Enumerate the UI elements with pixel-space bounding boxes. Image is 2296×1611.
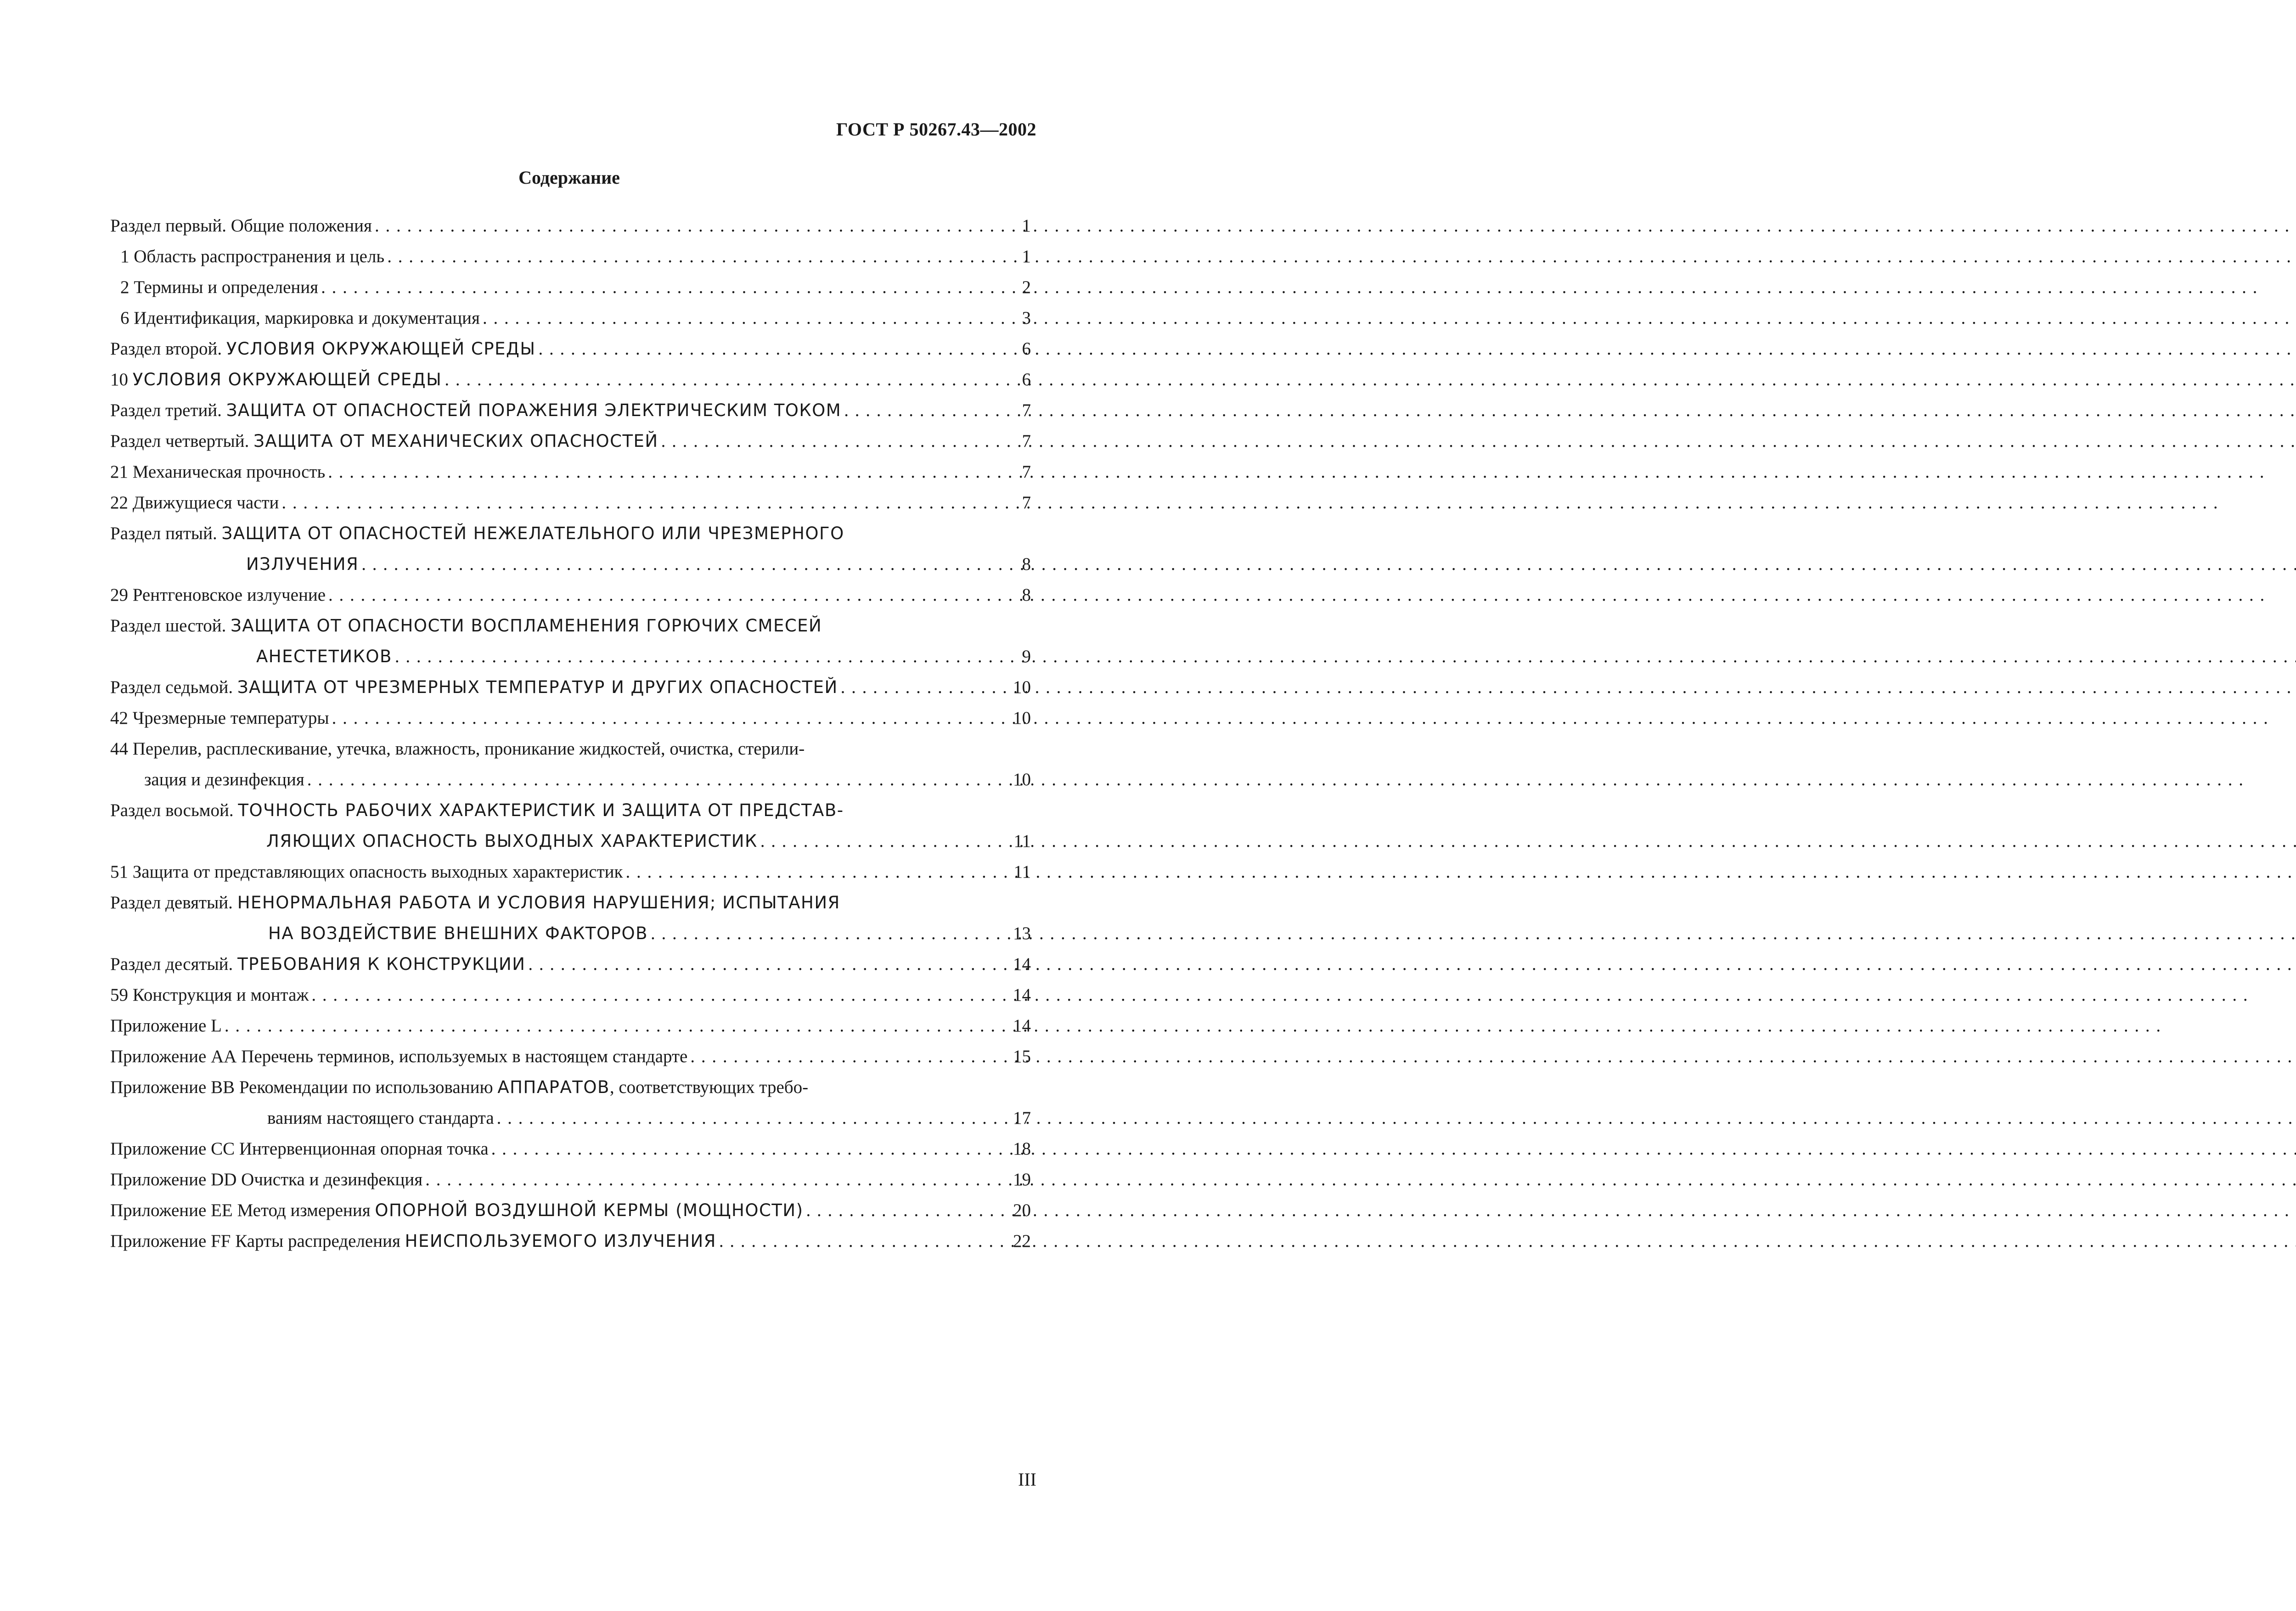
toc-entry[interactable] [110,795,1031,826]
toc-entry-title: 44 Перелив, расплескивание, утечка, влажность, проникание жидкостей, очистка, стерили- [110,739,805,759]
leader-dots [491,1133,1003,1164]
leader-dots [497,1103,1003,1133]
toc-entry-page: 6 [1022,339,1031,359]
toc-entry-continuation[interactable] [110,764,1031,795]
toc-entry-title: 22 Движущиеся части [110,493,279,513]
toc-entry-continuation[interactable] [110,1103,1031,1133]
leader-dots [445,364,1003,395]
toc-entry-continuation[interactable] [110,549,1031,580]
toc-entry-title: Приложение ЕЕ Метод измерения ОПОРНОЙ ВОЗДУШНОЙ КЕРМЫ (МОЩНОСТИ) [110,1200,804,1220]
toc-entry-title: Приложение ВВ Рекомендации по использованию АППАРАТОВ, соответствующих требо- [110,1077,809,1097]
toc-entry-page: 7 [1022,400,1031,420]
leader-dots [806,1195,1003,1226]
toc-entry-continuation[interactable] [110,641,1031,672]
toc-entry-title: Раздел третий. ЗАЩИТА ОТ ОПАСНОСТЕЙ ПОРАЖЕНИЯ ЭЛЕКТРИЧЕСКИМ ТОКОМ [110,400,842,420]
leader-dots [321,272,1003,303]
toc-entry[interactable] [110,364,1031,395]
toc-entry-page: 10 [1013,677,1031,697]
leader-dots [307,764,1003,795]
toc-entry-title: Раздел второй. УСЛОВИЯ ОКРУЖАЮЩЕЙ СРЕДЫ [110,339,536,359]
toc-entry-title: 2 Термины и определения [120,277,319,297]
toc-entry-title: 42 Чрезмерные температуры [110,708,329,728]
toc-entry-title: Раздел четвертый. ЗАЩИТА ОТ МЕХАНИЧЕСКИХ ОПАСНОСТЕЙ [110,431,658,451]
toc-entry-title: Раздел первый. Общие положения [110,216,372,236]
toc-entry[interactable] [110,1010,1031,1041]
toc-entry-page: 14 [1013,954,1031,974]
toc-entry-title: 10 УСЛОВИЯ ОКРУЖАЮЩЕЙ СРЕДЫ [110,370,442,389]
toc-entry-page: 18 [1013,1139,1031,1159]
toc-entry[interactable] [110,1195,1031,1226]
leader-dots [395,641,1003,672]
toc-entry-title: ваниям настоящего стандарта [267,1108,494,1128]
toc-entry-title: Приложение FF Карты распределения НЕИСПОЛЬЗУЕМОГО ИЗЛУЧЕНИЯ [110,1231,716,1251]
toc-entry[interactable] [110,333,1031,364]
toc-entry[interactable] [110,1072,1031,1103]
toc-entry[interactable] [110,733,1031,764]
leader-dots [225,1010,1003,1041]
leader-dots [311,980,1003,1010]
toc-entry-title: Раздел восьмой. ТОЧНОСТЬ РАБОЧИХ ХАРАКТЕРИСТИК И ЗАЩИТА ОТ ПРЕДСТАВ- [110,800,844,820]
leader-dots [528,949,1003,980]
toc-entry-page: 19 [1013,1170,1031,1189]
page-number: III [1018,1469,1036,1490]
toc-entry[interactable] [110,580,1031,610]
toc-entry[interactable] [110,456,1031,487]
toc-entry[interactable] [110,1133,1031,1164]
leader-dots [651,918,1003,949]
leader-dots [719,1226,1003,1256]
leader-dots [375,210,1003,241]
leader-dots [539,333,1003,364]
toc-entry-title: 59 Конструкция и монтаж [110,985,309,1005]
leader-dots [387,241,1003,272]
toc-entry-title: ЛЯЮЩИХ ОПАСНОСТЬ ВЫХОДНЫХ ХАРАКТЕРИСТИК [266,831,758,851]
toc-entry-title: зация и дезинфекция [144,770,304,789]
toc-entry[interactable] [110,980,1031,1010]
toc-entry-title: Раздел шестой. ЗАЩИТА ОТ ОПАСНОСТИ ВОСПЛАМЕНЕНИЯ ГОРЮЧИХ СМЕСЕЙ [110,616,822,636]
toc-entry-page: 8 [1022,585,1031,605]
toc-entry[interactable] [110,887,1031,918]
toc-entry-page: 3 [1022,308,1031,328]
leader-dots [361,549,1003,580]
toc-entry-title: Раздел десятый. ТРЕБОВАНИЯ К КОНСТРУКЦИИ [110,954,526,974]
toc-entry-title: 29 Рентгеновское излучение [110,585,326,605]
toc-entry[interactable] [110,303,1031,333]
toc-entry-page: 7 [1022,431,1031,451]
toc-entry-page: 11 [1013,831,1031,851]
toc-entry[interactable] [110,1164,1031,1195]
leader-dots [760,826,1003,856]
toc-entry[interactable] [110,210,1031,241]
toc-entry-continuation[interactable] [110,918,1031,949]
toc-entry-page: 15 [1013,1047,1031,1066]
toc-entry-page: 17 [1013,1108,1031,1128]
table-of-contents [110,210,1031,1256]
toc-entry-title: 6 Идентификация, маркировка и документация [120,308,480,328]
toc-entry-page: 7 [1022,462,1031,482]
toc-entry[interactable] [110,856,1031,887]
toc-entry[interactable] [110,426,1031,456]
toc-entry-page: 1 [1022,216,1031,236]
toc-entry-title: Приложение СС Интервенционная опорная точка [110,1139,489,1159]
toc-entry-page: 9 [1022,647,1031,666]
toc-entry-title: Приложение L [110,1016,222,1036]
leader-dots [332,703,1003,733]
toc-entry[interactable] [110,949,1031,980]
toc-entry[interactable] [110,610,1031,641]
leader-dots [661,426,1003,456]
toc-entry-page: 22 [1013,1231,1031,1251]
toc-entry[interactable] [110,672,1031,703]
leader-dots [625,856,1003,887]
toc-entry-title: Раздел девятый. НЕНОРМАЛЬНАЯ РАБОТА И УСЛОВИЯ НАРУШЕНИЯ; ИСПЫТАНИЯ [110,893,840,913]
toc-entry-page: 10 [1013,770,1031,789]
toc-title: Содержание [518,167,620,188]
toc-entry-page: 11 [1013,862,1031,882]
toc-entry-continuation[interactable] [110,826,1031,856]
toc-entry-page: 13 [1013,924,1031,943]
toc-entry-title: 1 Область распространения и цель [120,247,385,266]
toc-entry-title: 51 Защита от представляющих опасность выходных характеристик [110,862,623,882]
leader-dots [328,580,1003,610]
toc-entry-title: ИЗЛУЧЕНИЯ [246,554,359,574]
toc-entry-page: 14 [1013,985,1031,1005]
toc-entry[interactable] [110,518,1031,549]
toc-entry-title: АНЕСТЕТИКОВ [256,647,392,666]
toc-entry-page: 6 [1022,370,1031,389]
toc-entry-title: Раздел пятый. ЗАЩИТА ОТ ОПАСНОСТЕЙ НЕЖЕЛАТЕЛЬНОГО ИЛИ ЧРЕЗМЕРНОГО [110,524,844,543]
toc-entry[interactable] [110,487,1031,518]
document-code: ГОСТ Р 50267.43—2002 [836,119,1036,140]
toc-entry-title: Раздел седьмой. ЗАЩИТА ОТ ЧРЕЗМЕРНЫХ ТЕМПЕРАТУР И ДРУГИХ ОПАСНОСТЕЙ [110,677,838,697]
toc-entry[interactable] [110,1226,1031,1256]
leader-dots [841,672,1003,703]
toc-entry[interactable] [110,395,1031,426]
leader-dots [690,1041,1003,1072]
toc-entry-title: Приложение DD Очистка и дезинфекция [110,1170,423,1189]
toc-entry[interactable] [110,703,1031,733]
toc-entry-page: 8 [1022,554,1031,574]
toc-entry-title: НА ВОЗДЕЙСТВИЕ ВНЕШНИХ ФАКТОРОВ [268,924,648,943]
toc-entry-page: 2 [1022,277,1031,297]
toc-entry-page: 14 [1013,1016,1031,1036]
leader-dots [483,303,1003,333]
leader-dots [328,456,1003,487]
toc-entry-title: Приложение АА Перечень терминов, используемых в настоящем стандарте [110,1047,688,1066]
leader-dots [281,487,1003,518]
toc-entry[interactable] [110,272,1031,303]
leader-dots [425,1164,1003,1195]
toc-entry[interactable] [110,1041,1031,1072]
toc-entry-title: 21 Механическая прочность [110,462,326,482]
toc-entry-page: 7 [1022,493,1031,513]
leader-dots [844,395,1003,426]
toc-entry-page: 10 [1013,708,1031,728]
toc-entry-page: 1 [1022,247,1031,266]
toc-entry-page: 20 [1013,1200,1031,1220]
toc-entry[interactable] [110,241,1031,272]
